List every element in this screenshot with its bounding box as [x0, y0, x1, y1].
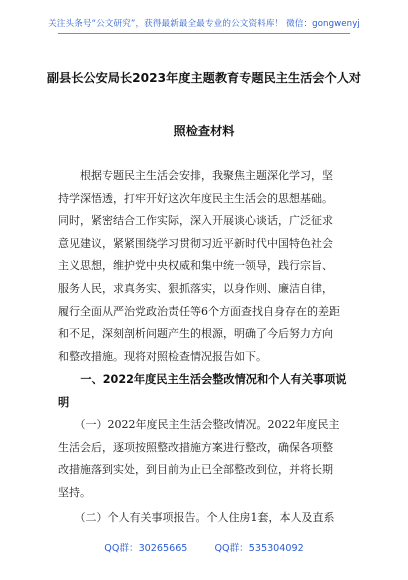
header-divider — [58, 33, 350, 34]
heading-line: 明 — [58, 395, 70, 409]
section-heading — [58, 369, 358, 414]
footer-qq-group-1: QQ群：30265665 — [104, 543, 188, 554]
subsection-2-paragraph — [58, 507, 350, 530]
text-line: 履行全面从严治党政治责任等6个方面查找自身存在的差距 — [58, 304, 340, 318]
text-line: 意见建议，紧紧围绕学习贯彻习近平新时代中国特色社会 — [58, 236, 333, 250]
text-line: 服务人民，求真务实、狠抓落实，以身作则、廉洁自律， — [58, 281, 333, 295]
document-title-line-2: 照检查材料 — [173, 124, 235, 138]
text-line: （二）个人有关事项报告。个人住房1套，本人及直系 — [58, 511, 335, 524]
footer-contacts — [0, 540, 408, 554]
subsection-1-paragraph — [58, 414, 350, 504]
text-line: 生活会后，逐项按照整改措施方案进行整改，确保各项整 — [58, 440, 333, 454]
footer-qq-group-2: QQ群：535304092 — [214, 543, 304, 554]
text-line: 同时，紧密结合工作实际，深入开展谈心谈话，广泛征求 — [58, 214, 333, 228]
text-line: 持学深悟透，打牢开好这次年度民主生活会的思想基础。 — [58, 191, 333, 205]
text-line: 和整改措施。现将对照检查情况报告如下。 — [58, 349, 267, 363]
text-line: 和不足，深刻剖析问题产生的根源，明确了今后努力方向 — [58, 327, 333, 341]
text-line: 改措施落到实处，到目前为止已全部整改到位，并将长期 — [58, 463, 333, 477]
text-line: 主义思想，维护党中央权威和集中统一领导，践行宗旨、 — [58, 259, 333, 273]
text-line: 根据专题民主生活会安排，我聚焦主题深化学习，坚 — [58, 169, 333, 182]
intro-paragraph — [58, 165, 350, 368]
header-note: 关注头条号“公文研究”，获得最新最全最专业的公文资料库！ 微信：gongwenyj — [48, 19, 360, 29]
text-line: 坚持。 — [58, 485, 91, 499]
text-line: （一）2022年度民主生活会整改情况。2022年度民主 — [58, 418, 340, 431]
heading-line: 一、2022年度民主生活会整改情况和个人有关事项说 — [58, 373, 347, 386]
document-title-line-1: 副县长公安局长2023年度主题教育专题民主生活会个人对 — [46, 71, 362, 85]
